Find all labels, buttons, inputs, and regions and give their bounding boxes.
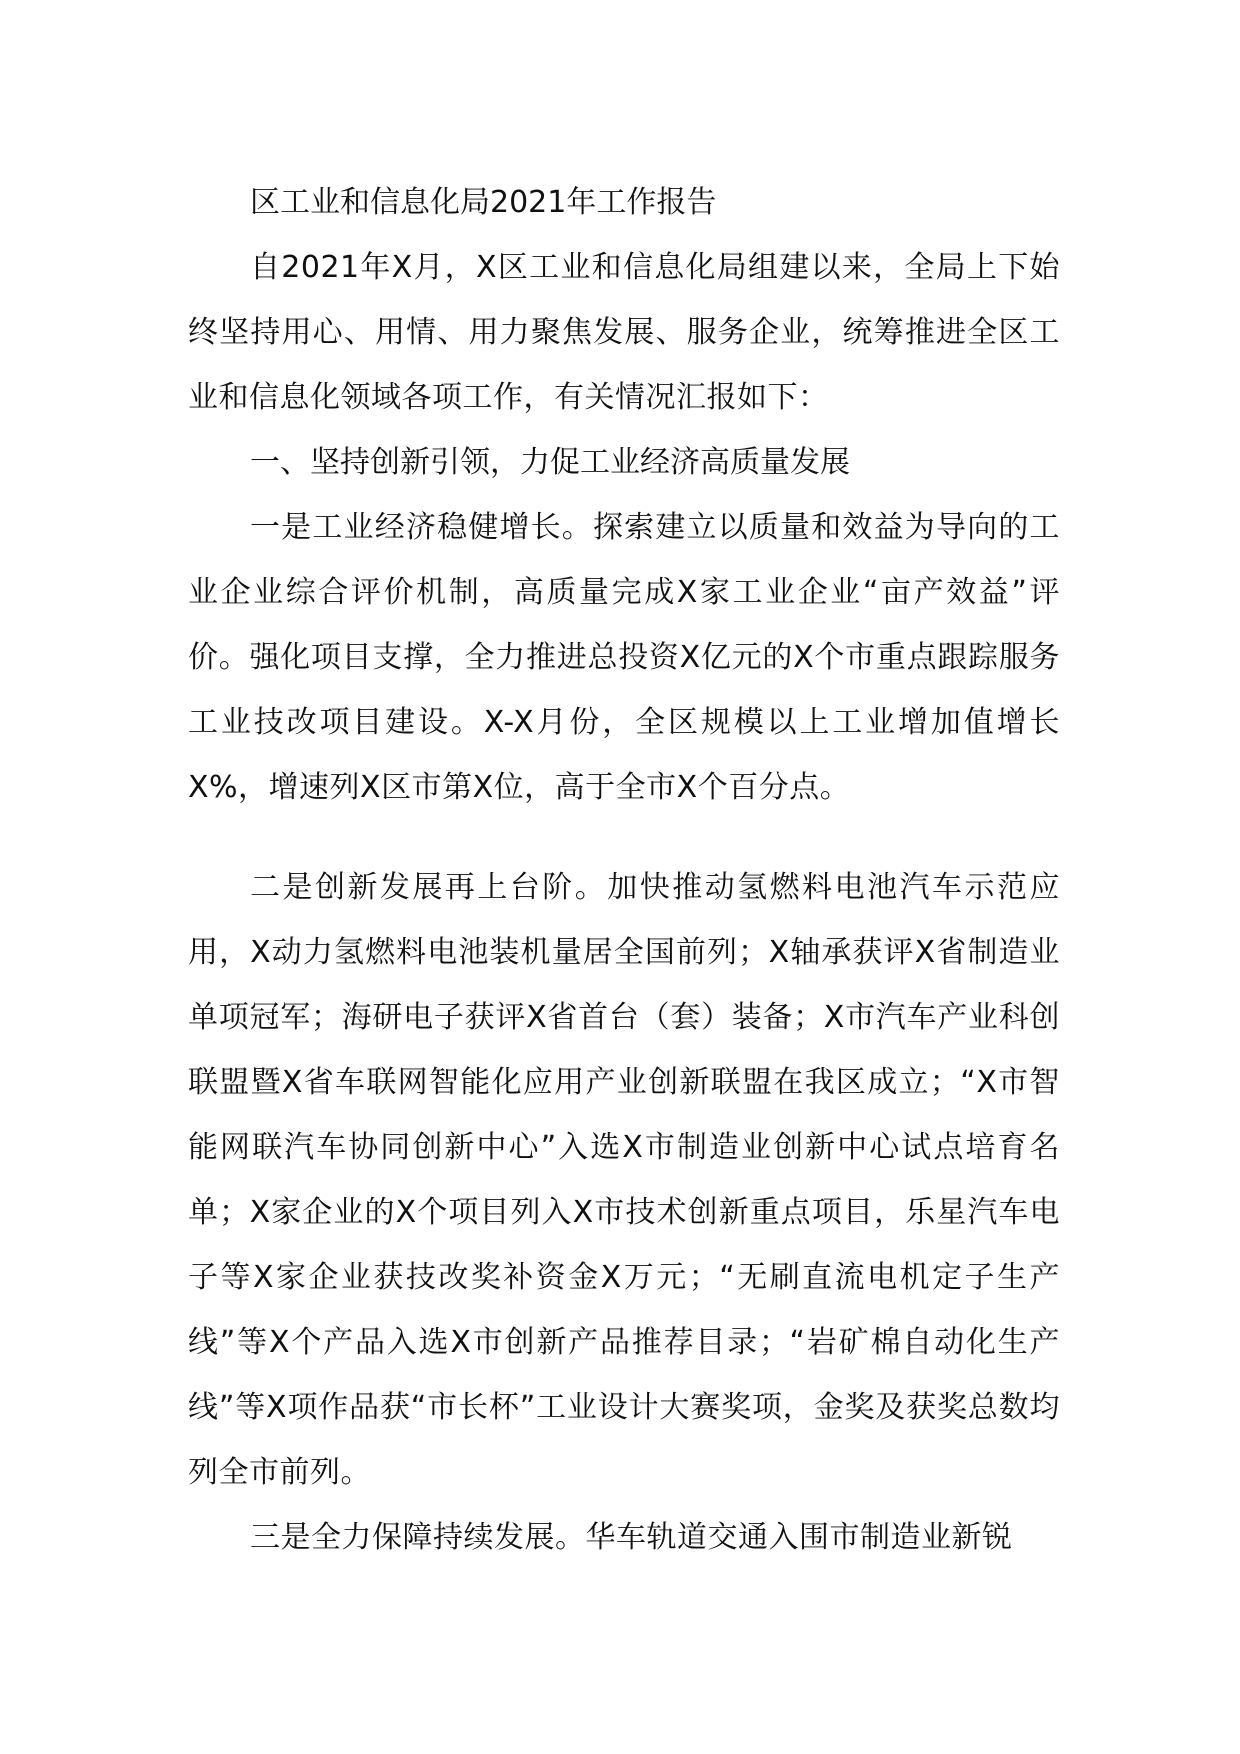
section-heading: 一、坚持创新引领，力促工业经济高质量发展: [250, 445, 850, 480]
document-title: 区工业和信息化局2021年工作报告: [250, 185, 717, 220]
document-body: [188, 170, 1060, 1570]
intro-paragraph: 自2021年X月，X区工业和信息化局组建以来，全局上下始终坚持用心、用情、用力聚焦发展、服务企业，统筹推进全区工业和信息化领域各项工作，有关情况汇报如下：: [188, 250, 1060, 415]
paragraph-industrial-growth: 一是工业经济稳健增长。探索建立以质量和效益为导向的工业企业综合评价机制，高质量完成X家工业企业“亩产效益”评价。强化项目支撑，全力推进总投资X亿元的X个市重点跟踪服务工业技改项目建设。X-X月份，全区规模以上工业增加值增长X%，增速列X区市第X位，高于全市X个百分点。: [188, 510, 1060, 805]
paragraph-innovation: 二是创新发展再上台阶。加快推动氢燃料电池汽车示范应用，X动力氢燃料电池装机量居全国前列；X轴承获评X省制造业单项冠军；海研电子获评X省首台（套）装备；X市汽车产业科创联盟暨X省车联网智能化应用产业创新联盟在我区成立；“X市智能网联汽车协同创新中心”入选X市制造业创新中心试点培育名单；X家企业的X个项目列入X市技术创新重点项目，乐星汽车电子等X家企业获技改奖补资金X万元；“无刷直流电机定子生产线”等X个产品入选X市创新产品推荐目录；“岩矿棉自动化生产线”等X项作品获“市长杯”工业设计大赛奖项，金奖及获奖总数均列全市前列。: [188, 870, 1060, 1490]
paragraph-sustained-development: 三是全力保障持续发展。华车轨道交通入围市制造业新锐: [250, 1520, 1013, 1555]
